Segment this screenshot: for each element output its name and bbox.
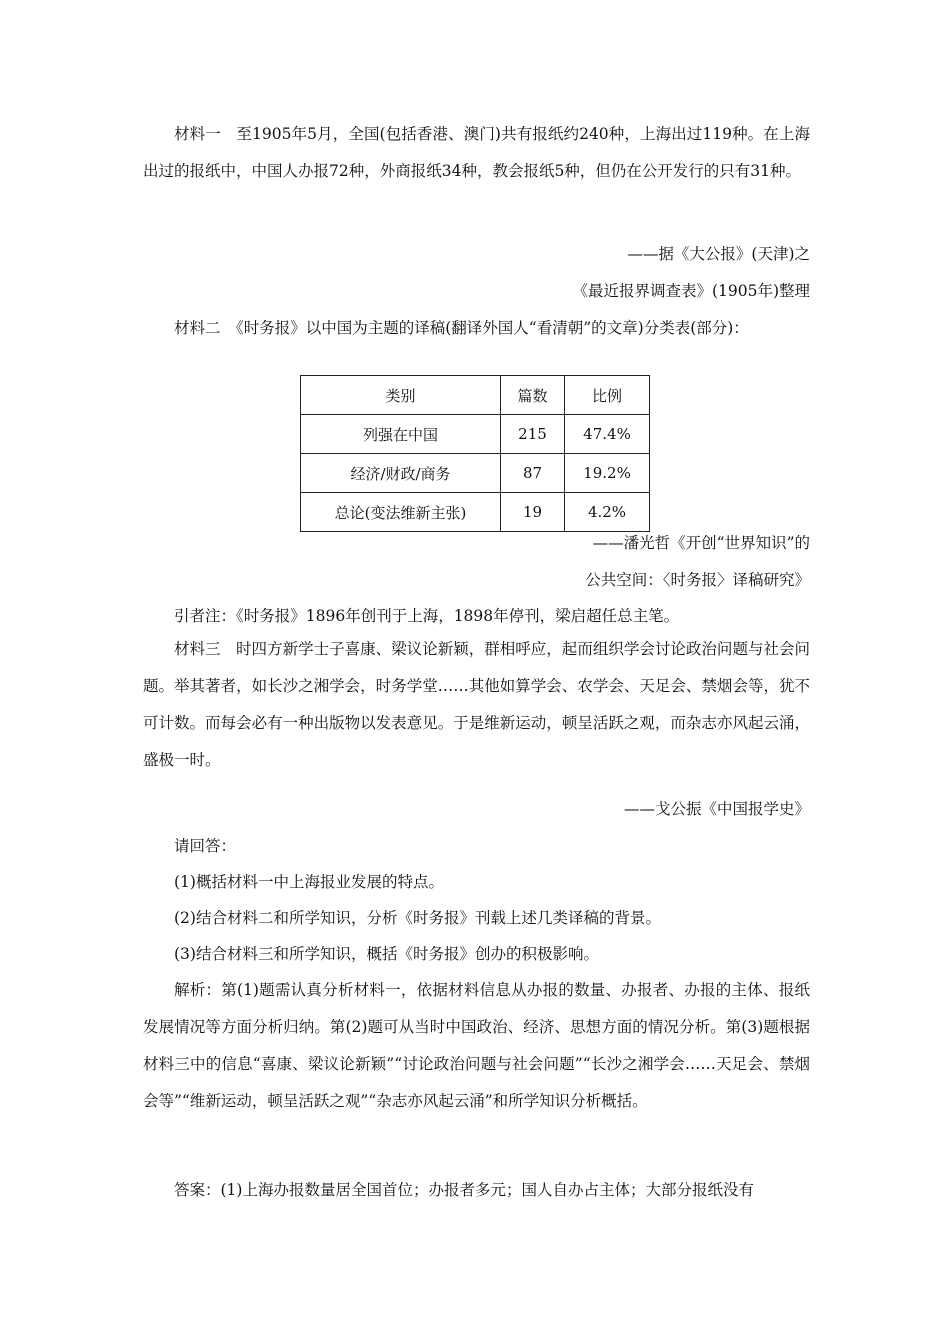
answer-paragraph: 答案：(1)上海办报数量居全国首位；办报者多元；国人自办占主体；大部分报纸没有 [174,1181,754,1199]
table-header-cell: 类别 [301,376,501,415]
material-2-paragraph: 材料二 《时务报》以中国为主题的译稿(翻译外国人“看清朝”的文章)分类表(部分)： [174,319,749,337]
table-cell: 47.4% [565,415,650,454]
table-header-cell: 篇数 [501,376,565,415]
question-3: (3)结合材料三和所学知识，概括《时务报》创办的积极影响。 [174,945,599,963]
material-1-source-line-2: 《最近报界调查表》(1905年)整理 [572,282,810,300]
translation-category-table [300,375,650,532]
table-cell: 19 [501,493,565,532]
material-3-source: ——戈公振《中国报学史》 [623,800,810,818]
question-1: (1)概括材料一中上海报业发展的特点。 [174,873,444,891]
table-cell: 列强在中国 [301,415,501,454]
table-cell: 19.2% [565,454,650,493]
table-cell: 总论(变法维新主张) [301,493,501,532]
table-header-row [301,376,650,415]
table-cell: 经济/财政/商务 [301,454,501,493]
table-cell: 87 [501,454,565,493]
material-2-source-line-1: ——潘光哲《开创“世界知识”的 [592,534,810,552]
table-row [301,454,650,493]
material-1-paragraph: 材料一 至1905年5月，全国(包括香港、澳门)共有报纸约240种，上海出过119种。在上海出过的报纸中，中国人办报72种，外商报纸34种，教会报纸5种，但仍在公开发行的只有31种。 [143,125,810,180]
table-cell: 215 [501,415,565,454]
analysis-paragraph: 解析：第(1)题需认真分析材料一，依据材料信息从办报的数量、办报者、办报的主体、报纸发展情况等方面分析归纳。第(2)题可从当时中国政治、经济、思想方面的情况分析。第(3)题根据材料三中的信息“喜康、梁议论新颖”“讨论政治问题与社会问题”“长沙之湘学会……天足会、禁烟会等”“维新运动，顿呈活跃之观”“杂志亦风起云涌”和所学知识分析概括。 [143,981,810,1110]
material-1-source-line-1: ——据《大公报》(天津)之 [627,245,810,263]
question-2: (2)结合材料二和所学知识，分析《时务报》刊载上述几类译稿的背景。 [174,909,661,927]
table-cell: 4.2% [565,493,650,532]
material-3-paragraph: 材料三 时四方新学士子喜康、梁议论新颖，群相呼应，起而组织学会讨论政治问题与社会问题。举其著者，如长沙之湘学会，时务学堂……其他如算学会、农学会、天足会、禁烟会等，犹不可计数。而每会必有一种出版物以发表意见。于是维新运动，顿呈活跃之观，而杂志亦风起云涌，盛极一时。 [143,640,810,769]
questions-prompt: 请回答： [174,837,237,855]
table-row [301,415,650,454]
table-header-cell: 比例 [565,376,650,415]
material-2-source-line-2: 公共空间：〈时务报〉译稿研究》 [585,571,810,589]
editor-note: 引者注：《时务报》1896年创刊于上海，1898年停刊，梁启超任总主笔。 [174,607,680,625]
